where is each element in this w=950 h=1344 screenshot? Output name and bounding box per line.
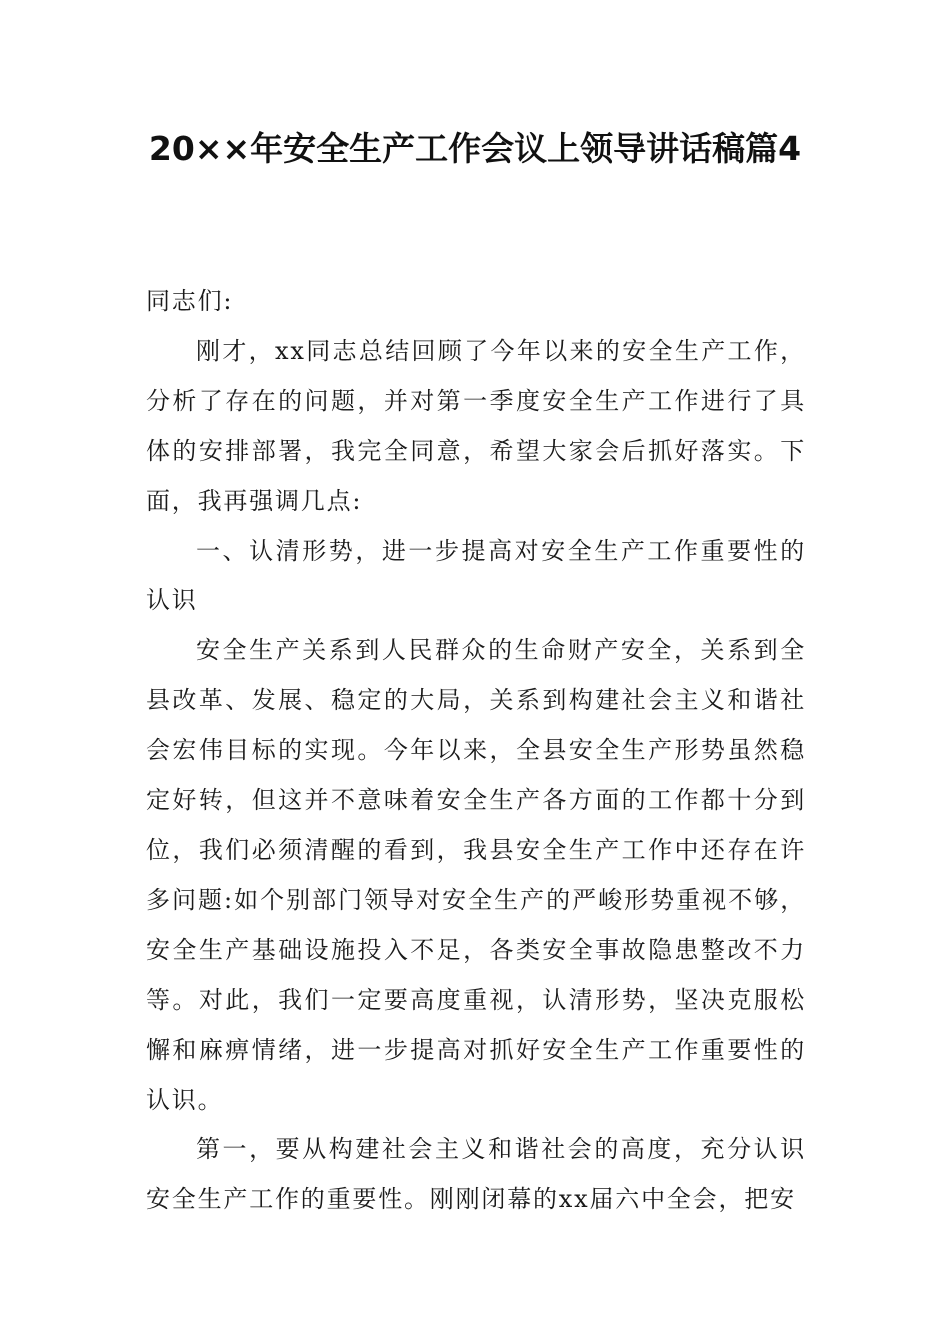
paragraph-situation: 安全生产关系到人民群众的生命财产安全，关系到全县改革、发展、稳定的大局，关系到构建社会主义和谐社会宏伟目标的实现。今年以来，全县安全生产形势虽然稳定好转，但这并不意味着安全生产各方面的工作都十分到位，我们必须清醒的看到，我县安全生产工作中还存在许多问题:如个别部门领导对安全生产的严峻形势重视不够，安全生产基础设施投入不足，各类安全事故隐患整改不力等。对此，我们一定要高度重视，认清形势，坚决克服松懈和麻痹情绪，进一步提高对抓好安全生产工作重要性的认识。 (146, 636, 806, 1114)
paragraph-first-point: 第一，要从构建社会主义和谐社会的高度，充分认识安全生产工作的重要性。刚刚闭幕的xx届六中全会，把安 (146, 1135, 806, 1214)
document-title: 20××年安全生产工作会议上领导讲话稿篇4 (148, 129, 802, 168)
paragraph-intro: 刚才，xx同志总结回顾了今年以来的安全生产工作，分析了存在的问题，并对第一季度安全生产工作进行了具体的安排部署，我完全同意，希望大家会后抓好落实。下面，我再强调几点: (146, 336, 806, 515)
section-heading-1: 一、认清形势，进一步提高对安全生产工作重要性的认识 (146, 536, 806, 615)
salutation: 同志们: (146, 287, 234, 315)
document-body (146, 277, 806, 1225)
